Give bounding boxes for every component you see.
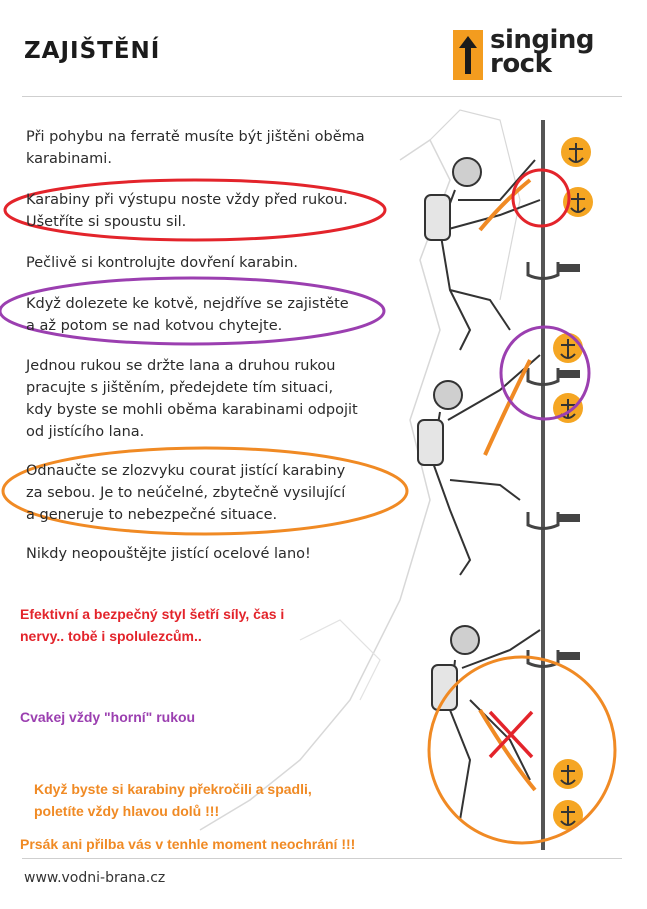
text-line: pracujte s jištěním, předejdete tím situaci, bbox=[26, 380, 334, 396]
paragraph bbox=[26, 126, 365, 170]
red-note bbox=[20, 603, 284, 647]
orange-note bbox=[34, 778, 312, 822]
paragraph bbox=[26, 355, 358, 443]
text-line: Nikdy neopouštějte jistící ocelové lano! bbox=[26, 546, 311, 562]
text-line: Karabiny při výstupu noste vždy před rukou. bbox=[26, 192, 348, 208]
logo-arrow-icon bbox=[453, 30, 483, 80]
text-line: Když byste si karabiny překročili a spadli, bbox=[34, 781, 312, 797]
climber-illustration bbox=[418, 355, 540, 575]
text-line: od jistícího lana. bbox=[26, 424, 145, 440]
footer-divider bbox=[22, 858, 622, 859]
logo-line: rock bbox=[490, 49, 552, 79]
text-line: za sebou. Je to neúčelné, zbytečně vysilující bbox=[26, 485, 346, 501]
text-line: a až potom se nad kotvou chytejte. bbox=[26, 318, 283, 334]
logo-line: singing bbox=[490, 25, 595, 55]
anchor-icon bbox=[553, 137, 593, 830]
text-line: karabinami. bbox=[26, 151, 112, 167]
paragraph bbox=[26, 189, 348, 233]
text-line: kdy byste se mohli oběma karabinami odpojit bbox=[26, 402, 358, 418]
purple-note: Cvakej vždy "horní" rukou bbox=[20, 709, 196, 725]
paragraph bbox=[26, 543, 311, 565]
header-divider bbox=[22, 96, 622, 97]
brand-logo bbox=[490, 25, 595, 79]
text-line: a generuje to nebezpečné situace. bbox=[26, 507, 278, 523]
text-line: poletíte vždy hlavou dolů !!! bbox=[34, 803, 220, 819]
paragraph bbox=[26, 252, 298, 274]
text-line: Jednou rukou se držte lana a druhou rukou bbox=[26, 358, 336, 374]
paragraph bbox=[26, 460, 345, 526]
text-line: Ušetříte si spoustu sil. bbox=[26, 214, 187, 230]
text-line: Efektivní a bezpečný styl šetří síly, čas i bbox=[20, 606, 285, 622]
text-line: nervy.. tobě i spolulezcům.. bbox=[20, 628, 202, 644]
orange-warning: Prsák ani přilba vás v tenhle moment neochrání !!! bbox=[20, 836, 356, 852]
paragraph bbox=[26, 293, 349, 337]
footer-url: www.vodni-brana.cz bbox=[24, 870, 166, 886]
text-line: Odnaučte se zlozvyku courat jistící karabiny bbox=[26, 463, 346, 479]
text-line: Při pohybu na ferratě musíte být jištěni oběma bbox=[26, 129, 365, 145]
text-line: Pečlivě si kontrolujte dovření karabin. bbox=[26, 255, 299, 271]
text-line: Když dolezete ke kotvě, nejdříve se zajistěte bbox=[26, 296, 349, 312]
page-title: ZAJIŠTĚNÍ bbox=[24, 38, 161, 64]
